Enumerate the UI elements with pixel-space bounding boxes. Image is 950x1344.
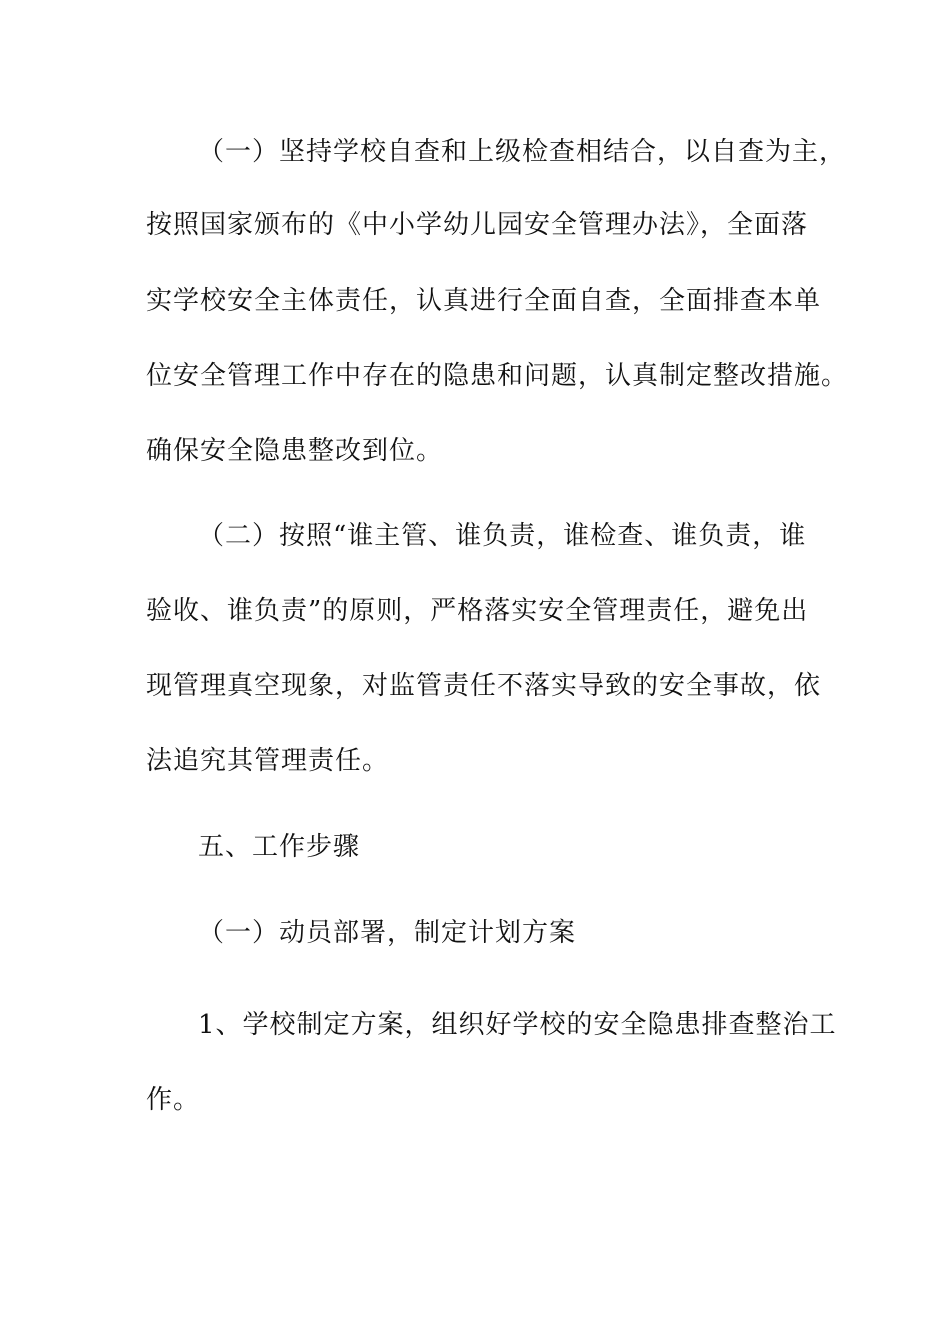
para1-line4: 位安全管理工作中存在的隐患和问题，认真制定整改措施。 <box>146 361 849 391</box>
para3-line2: 作。 <box>146 1085 201 1115</box>
para2-line2: 验收、谁负责”的原则，严格落实安全管理责任，避免出 <box>146 596 809 626</box>
subsection-heading: （一）动员部署，制定计划方案 <box>198 918 577 948</box>
para1-line2: 按照国家颁布的《中小学幼儿园安全管理办法》，全面落 <box>146 210 809 240</box>
para2-line3: 现管理真空现象，对监管责任不落实导致的安全事故，依 <box>146 671 822 701</box>
para3-line1: 1、学校制定方案，组织好学校的安全隐患排查整治工 <box>198 1010 837 1040</box>
para1-line3: 实学校安全主体责任，认真进行全面自查，全面排查本单 <box>146 286 822 316</box>
para2-line4: 法追究其管理责任。 <box>146 746 390 776</box>
para1-line1: （一）坚持学校自查和上级检查相结合，以自查为主， <box>198 137 847 167</box>
para1-line5: 确保安全隐患整改到位。 <box>146 436 444 466</box>
para2-line1: （二）按照“谁主管、谁负责，谁检查、谁负责，谁 <box>198 521 807 551</box>
section-heading: 五、工作步骤 <box>198 832 361 862</box>
